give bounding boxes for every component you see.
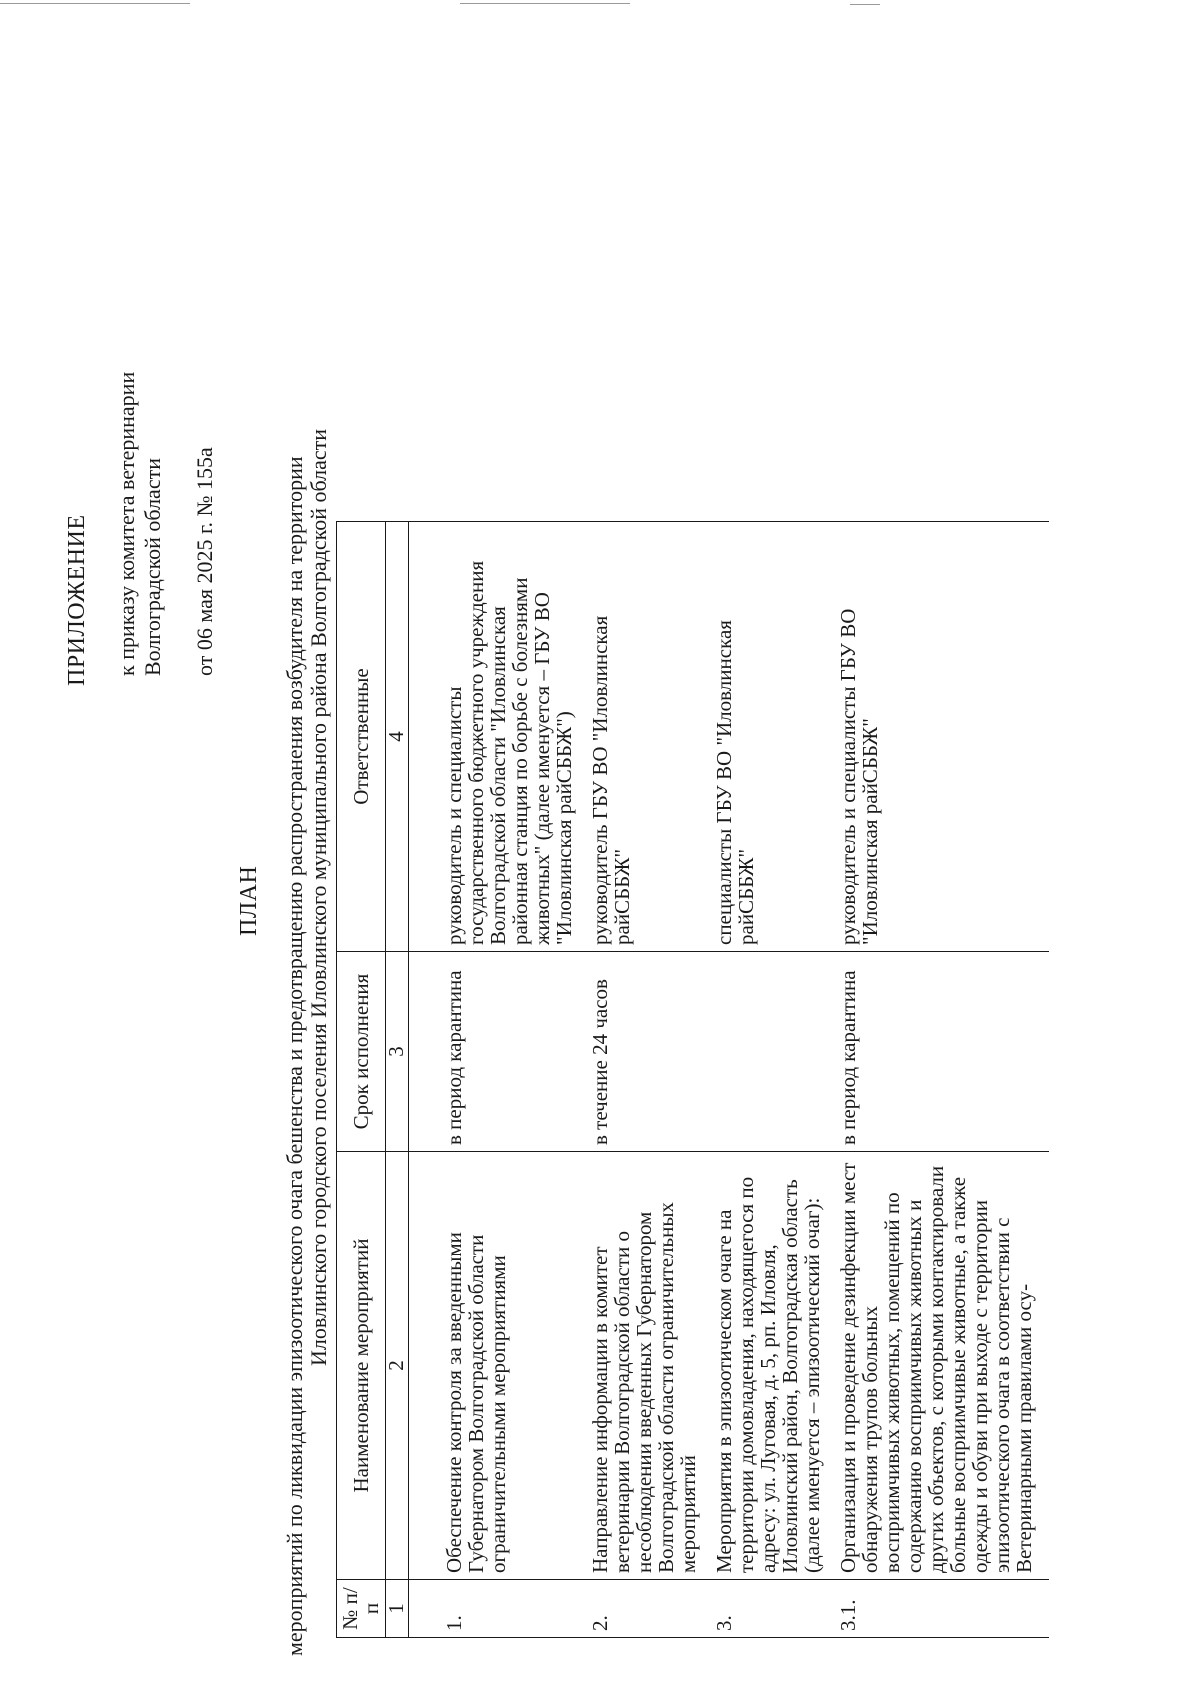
- row-term: в период карантина: [837, 952, 1049, 1152]
- plan-subtitle-line: Иловлинского городского поселения Иловлинского муниципального района Волгоградской области: [306, 428, 331, 1366]
- row-activity: Направление информации в комитет ветеринарии Волгоградской области о несоблюдении введенных Губернатором Волгоградской области ограничительных мероприятий: [589, 1152, 713, 1580]
- column-number: 1: [386, 1580, 409, 1638]
- row-activity: Мероприятия в эпизоотическом очаге на территории домовладения, находящегося по адресу: ул. Луговая, д. 5, рп. Иловля, Иловлинский район, Волгоградская область (далее именуется – эпизоотический очаг):: [713, 1152, 837, 1580]
- table-header-row: [337, 522, 386, 1638]
- row-term: [713, 952, 837, 1152]
- appendix-date: от 06 мая 2025 г. № 155а: [192, 447, 217, 676]
- column-number: 4: [386, 522, 409, 952]
- row-number: 3.1.: [837, 1580, 1049, 1638]
- row-term: в течение 24 часов: [589, 952, 713, 1152]
- header-term: Срок исполнения: [337, 952, 386, 1152]
- header-resp: Ответственные: [337, 522, 386, 952]
- table-row: [443, 522, 589, 1638]
- column-number: 3: [386, 952, 409, 1152]
- row-responsible: руководитель ГБУ ВО "Иловлинская райСББЖ": [589, 522, 713, 952]
- row-number: 1.: [443, 1580, 589, 1638]
- plan-title: ПЛАН: [236, 865, 262, 936]
- table-row: [837, 522, 1049, 1638]
- row-activity: Обеспечение контроля за введенными Губернатором Волгоградской области ограничительными мероприятиями: [443, 1152, 589, 1580]
- table-row: [589, 522, 713, 1638]
- row-responsible: руководитель и специалисты ГБУ ВО "Иловлинская райСББЖ": [837, 522, 1049, 952]
- table-row: [713, 522, 837, 1638]
- column-number: 2: [386, 1152, 409, 1580]
- spacer-cell: [409, 952, 444, 1152]
- row-number: 3.: [713, 1580, 837, 1638]
- header-num: № п/п: [337, 1580, 386, 1638]
- header-name: Наименование мероприятий: [337, 1152, 386, 1580]
- row-activity: Организация и проведение дезинфекции мест обнаружения трупов больных восприимчивых животных, помещений по содержанию восприимчивых животных и других объектов, с которыми контактировали больные восприимчивые животные, а также одежды и обуви при выходе с территории эпизоотического очага в соответствии с Ветеринарными правилами осу-: [837, 1152, 1049, 1580]
- appendix-reference-line: к приказу комитета ветеринарии: [114, 371, 139, 676]
- appendix-reference-region: Волгоградской области: [140, 458, 165, 676]
- column-numbers-row: [386, 522, 409, 1638]
- spacer-cell: [409, 1152, 444, 1580]
- plan-table: [336, 521, 1049, 1638]
- spacer-cell: [409, 522, 444, 952]
- row-number: 2.: [589, 1580, 713, 1638]
- row-responsible: специалисты ГБУ ВО "Иловлинская райСББЖ": [713, 522, 837, 952]
- plan-subtitle-line: мероприятий по ликвидации эпизоотического очага бешенства и предотвращению распространения возбудителя на территории: [282, 456, 307, 1656]
- appendix-title: ПРИЛОЖЕНИЕ: [64, 514, 90, 686]
- spacer-cell: [409, 1580, 444, 1638]
- row-term: в период карантина: [443, 952, 589, 1152]
- row-responsible: руководитель и специалисты государственного бюджетного учреждения Волгоградской области "Иловлинская районная станция по борьбе с болезнями животных" (далее именуется – ГБУ ВО "Иловлинская райСББЖ"): [443, 522, 589, 952]
- table-spacer: [409, 522, 444, 1638]
